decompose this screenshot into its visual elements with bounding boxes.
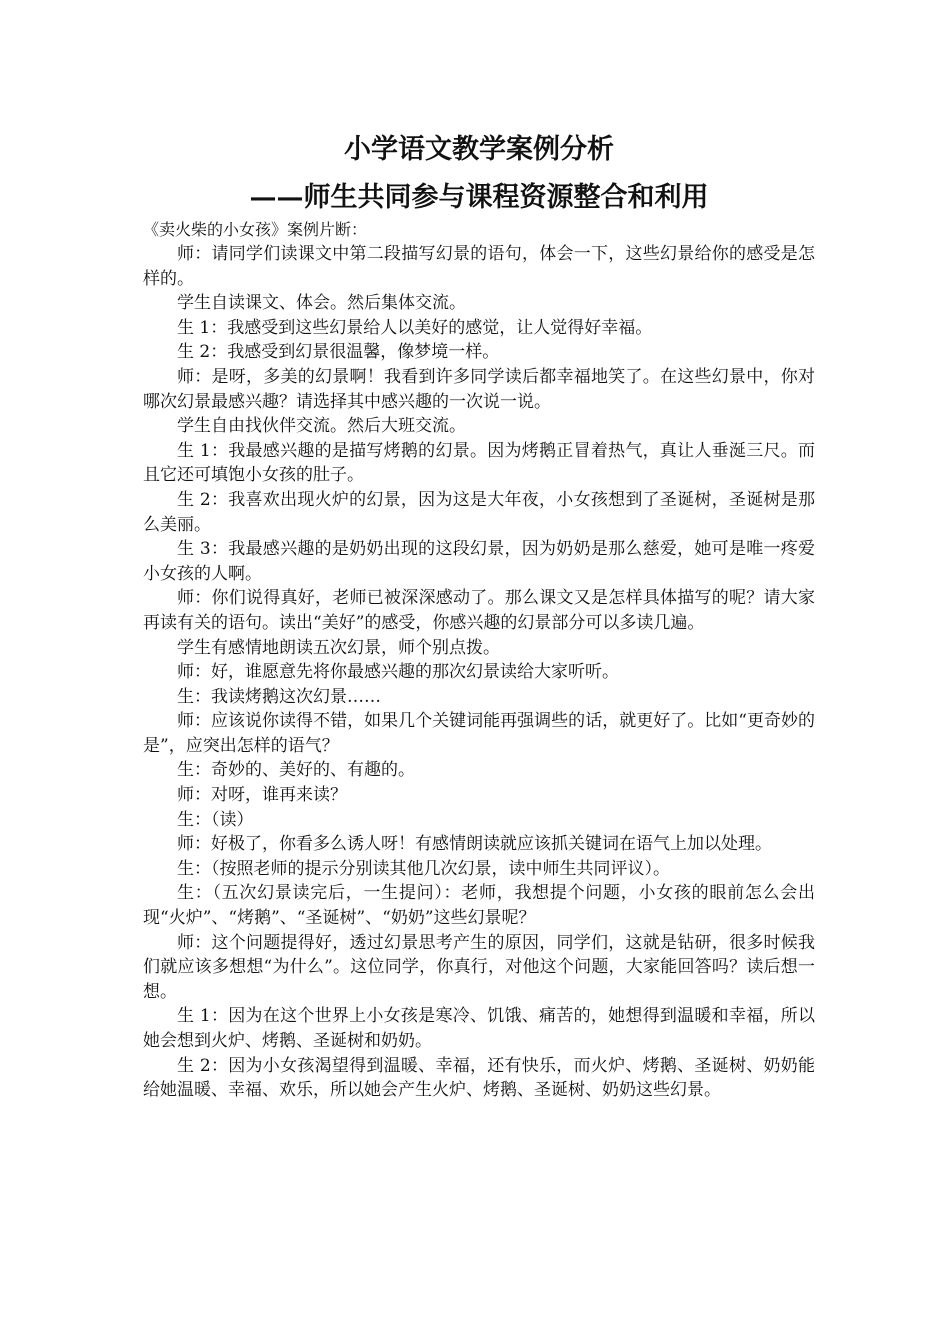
paragraph: 师：这个问题提得好，透过幻景思考产生的原因，同学们，这就是钻研，很多时候我们就应该多想想“为什么”。这位同学，你真行，对他这个问题，大家能回答吗？读后想一想。 [143,932,815,1002]
paragraph: 生：我读烤鹅这次幻景…… [177,686,381,707]
paragraph: 师：好，谁愿意先将你最感兴趣的那次幻景读给大家听听。 [177,662,619,683]
paragraph: 生：奇妙的、美好的、有趣的。 [177,760,415,781]
paragraph: 生 2：我喜欢出现火炉的幻景，因为这是大年夜，小女孩想到了圣诞树，圣诞树是那么美丽。 [143,489,815,535]
paragraph: 学生自由找伙伴交流。然后大班交流。 [177,416,466,437]
paragraph: 师：对呀，谁再来读？ [177,785,347,806]
paragraph: 师：你们说得真好，老师已被深深感动了。那么课文又是怎样具体描写的呢？请大家再读有关的语句。读出“美好”的感受，你感兴趣的幻景部分可以多读几遍。 [143,588,815,633]
paragraph: 学生自读课文、体会。然后集体交流。 [177,293,466,314]
page-subtitle: ——师生共同参与课程资源整合和利用 [249,182,709,213]
case-label: 《卖火柴的小女孩》案例片断： [143,220,368,239]
paragraph: 师：请同学们读课文中第二段描写幻景的语句，体会一下，这些幻景给你的感受是怎样的。 [143,244,815,289]
paragraph: 生 2：我感受到幻景很温馨，像梦境一样。 [177,342,500,363]
paragraph: 学生有感情地朗读五次幻景，师个别点拨。 [177,637,500,658]
page-title: 小学语文教学案例分析 [344,134,614,165]
paragraph: 生：（读） [177,809,254,830]
paragraph: 生 3：我最感兴趣的是奶奶出现的这段幻景，因为奶奶是那么慈爱，她可是唯一疼爱小女孩的人啊。 [143,539,815,584]
paragraph: 生 2：因为小女孩渴望得到温暖、幸福，还有快乐，而火炉、烤鹅、圣诞树、奶奶能给她温暖、幸福、欢乐，所以她会产生火炉、烤鹅、圣诞树、奶奶这些幻景。 [143,1055,815,1101]
paragraph: 生 1：因为在这个世界上小女孩是寒冷、饥饿、痛苦的，她想得到温暖和幸福，所以她会想到火炉、烤鹅、圣诞树和奶奶。 [143,1006,815,1051]
paragraph: 师：应该说你读得不错，如果几个关键词能再强调些的话，就更好了。比如“更奇妙的是”，应突出怎样的语气？ [143,711,815,756]
paragraph: 生 1：我最感兴趣的是描写烤鹅的幻景。因为烤鹅正冒着热气，真让人垂涎三尺。而且它还可填饱小女孩的肚子。 [143,440,815,486]
paragraph: 生：（五次幻景读完后，一生提问）：老师，我想提个问题，小女孩的眼前怎么会出现“火炉”、“烤鹅”、“圣诞树”、“奶奶”这些幻景呢？ [143,883,815,929]
paragraph: 师：好极了，你看多么诱人呀！有感情朗读就应该抓关键词在语气上加以处理。 [177,834,772,855]
paragraph: 师：是呀，多美的幻景啊！我看到许多同学读后都幸福地笑了。在这些幻景中，你对哪次幻景最感兴趣？请选择其中感兴趣的一次说一说。 [143,366,815,412]
paragraph: 生 1：我感受到这些幻景给人以美好的感觉，让人觉得好幸福。 [177,317,653,338]
paragraph: 生：（按照老师的提示分别读其他几次幻景，读中师生共同评议）。 [177,858,670,879]
